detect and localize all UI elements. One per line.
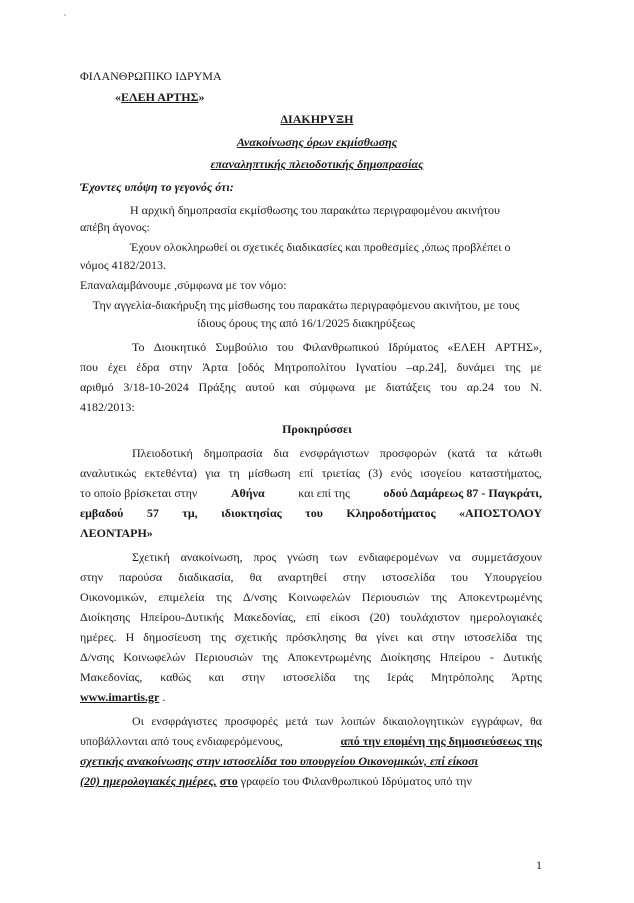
title-line-2: Ανακοίνωσης όρων εκμίσθωσης — [236, 135, 398, 149]
notice-line4: Διοίκησης Ηπείρου-Δυτικής Μακεδονίας, επί είκοσι (20) τουλάχιστον ημερολογιακές — [80, 610, 542, 624]
notice-line6: Δ/νσης Κοινωφελών Περιουσιών της Αποκεντρωμένης Διοίκησης Ηπείρου - Δυτικής — [80, 650, 542, 664]
foundation-name: «ΕΛΕΗ ΑΡΤΗΣ» — [115, 90, 205, 104]
auction-line2: αναλυτικώς εκτεθέντα) για τη μίσθωση επί τριετίας (3) ενός ισογείου καταστήματος, — [80, 466, 542, 480]
intro-p2-line1: Έχουν ολοκληρωθεί οι σχετικές διαδικασίες και προθεσμίες ,όπως προβλέπει ο — [130, 240, 511, 254]
notice-line2: στην παρούσα διαδικασία, θα αναρτηθεί στην ιστοσελίδα του Υπουργείου — [80, 570, 542, 584]
offers-line1: Οι ενσφράγιστες προσφορές μετά των λοιπών δικαιολογητικών εγγράφων, θα — [132, 714, 542, 728]
notice-line1: Σχετική ανακοίνωση, προς γνώση των ενδιαφερομένων να συμμετάσχουν — [132, 550, 542, 564]
offers-line2: υποβάλλονται από τους ενδιαφερόμενους, από την επομένη της δημοσιεύσεως της — [80, 734, 542, 748]
auction-line4: εμβαδού 57 τμ, ιδιοκτησίας του Κληροδοτήματος «ΑΠΟΣΤΟΛΟΥ — [80, 506, 542, 520]
title-line-3: επαναληπτικής πλειοδοτικής δημοπρασίας — [210, 157, 424, 171]
intro-heading: Έχοντες υπόψη το γεγονός ότι: — [80, 180, 234, 194]
intro-p4-line2: ίδιους όρους της από 16/1/2025 διακηρύξεως — [197, 316, 415, 330]
auction-line3: το οποίο βρίσκεται στην Αθήνα και επί της οδού Δαμάρεως 87 - Παγκράτι, — [80, 486, 542, 500]
intro-p2-line2: νόμος 4182/2013. — [80, 258, 166, 272]
intro-p4-line1: Την αγγελία-διακήρυξη της μίσθωσης του παρακάτω περιγραφόμενου ακινήτου, με τους — [92, 298, 520, 312]
imartis-link[interactable]: www.imartis.gr — [80, 690, 160, 704]
auction-line5: ΛΕΟΝΤΑΡΗ» — [80, 526, 153, 540]
proclaims-heading: Προκηρύσσει — [282, 422, 352, 436]
notice-line3: Οικονομικών, επιμελεία της Δ/νσης Κοινωφελών Περιουσιών της Αποκεντρωμένης — [80, 590, 542, 604]
auction-line1: Πλειοδοτική δημοπρασία δια ενσφράγιστων προσφορών (κατά τα κάτωθι — [132, 446, 542, 460]
notice-line5: ημέρες. Η δημοσίευση της σχετικής πρόσκλησης θα γίνει και στην ιστοσελίδα της — [80, 630, 542, 644]
intro-p3: Επαναλαμβάνουμε ,σύμφωνα με τον νόμο: — [80, 278, 287, 292]
board-line4: 4182/2013: — [80, 400, 135, 414]
offers-line4: (20) ημερολογιακές ημέρες, στο γραφείο του Φιλανθρωπικού Ιδρύματος υπό την — [80, 774, 472, 788]
offers-line3: σχετικής ανακοίνωσης στην ιστοσελίδα του υπουργείου Οικονομικών, επί είκοσι — [80, 754, 478, 768]
intro-p1-line2: απέβη άγονος: — [80, 220, 150, 234]
intro-p1-line1: Η αρχική δημοπρασία εκμίσθωσης του παρακάτω περιγραφομένου ακινήτου — [130, 203, 500, 217]
notice-line7: Μακεδονίας, καθώς και στην ιστοσελίδα της Ιεράς Μητρόπολης Άρτης — [80, 670, 542, 684]
page-number: 1 — [536, 858, 542, 872]
scan-speck — [64, 14, 66, 16]
board-line3: αριθμό 3/18-10-2024 Πράξης αυτού και σύμφωνα με διατάξεις του αρ.24 του Ν. — [80, 380, 542, 394]
board-line1: Το Διοικητικό Συμβούλιο του Φιλανθρωπικού Ιδρύματος «ΕΛΕΗ ΑΡΤΗΣ», — [132, 340, 542, 354]
org-name: ΦΙΛΑΝΘΡΩΠΙΚΟ ΙΔΡΥΜΑ — [80, 69, 222, 83]
board-line2: που έχει έδρα στην Άρτα [οδός Μητροπολίτου Ιγνατίου –αρ.24], δυνάμει της με — [80, 360, 542, 374]
notice-site-line: www.imartis.gr . — [80, 690, 166, 704]
document-title: ΔΙΑΚΗΡΥΞΗ — [280, 112, 354, 126]
